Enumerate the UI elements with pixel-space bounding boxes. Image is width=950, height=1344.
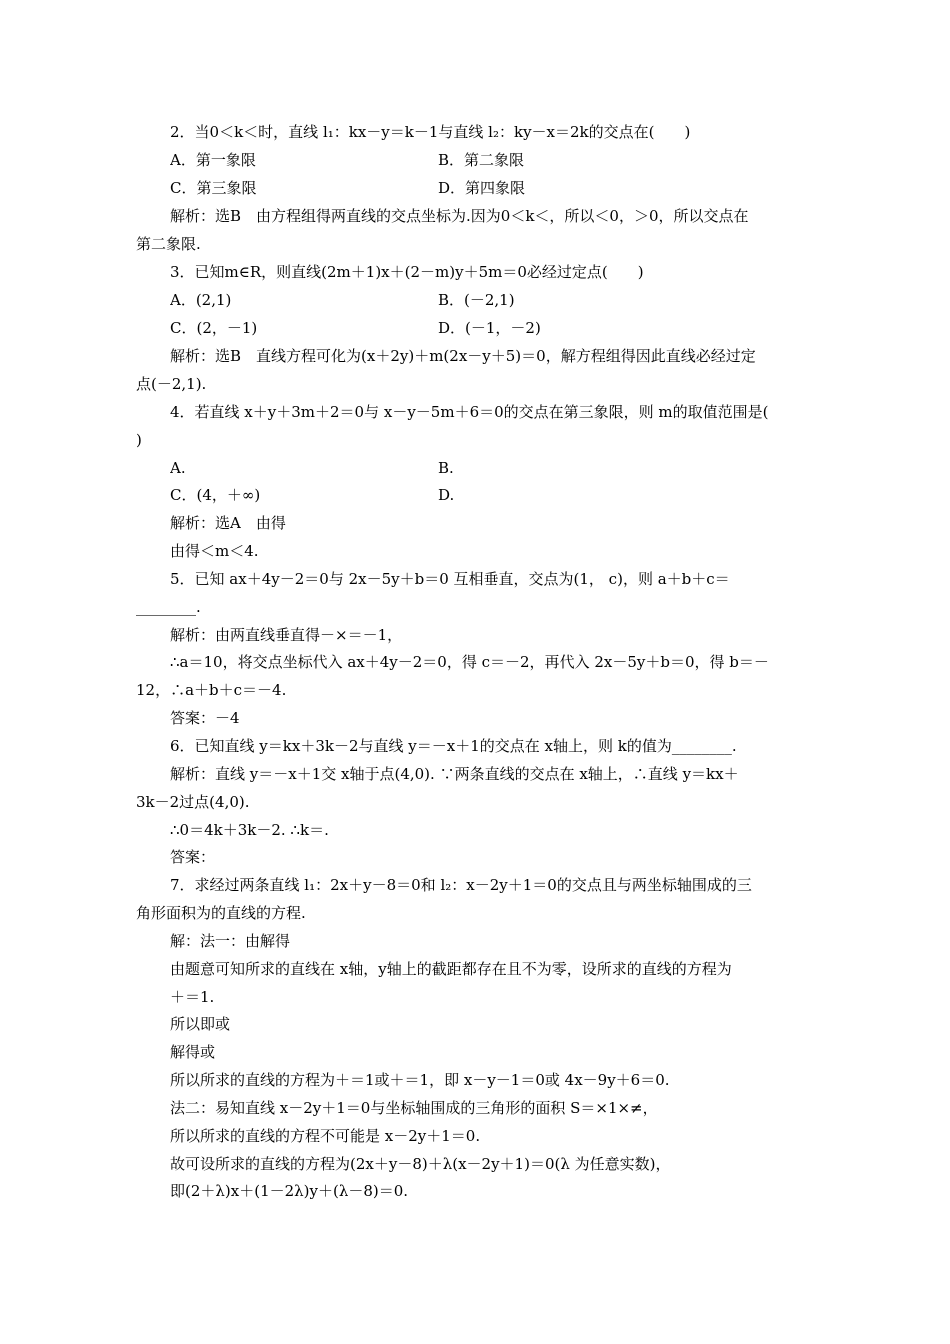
q6-answer: 答案： <box>170 848 216 866</box>
q5-solution-line-3: 12，∴a＋b＋c＝－4. <box>136 681 287 699</box>
question-2: 2．当0＜k＜时，直线 l₁：kx－y＝k－1与直线 l₂：ky－x＝2k的交点在( ) <box>170 123 691 141</box>
q3-solution-line-2: 点(－2,1). <box>136 375 207 393</box>
q6-solution-line-2: 3k－2过点(4,0). <box>136 793 250 811</box>
q2-option-c: C．第三象限 <box>170 179 257 197</box>
q6-solution-line-1: 解析：直线 y＝－x＋1交 x轴于点(4,0). ∵两条直线的交点在 x轴上，∴直线 y＝kx＋ <box>170 765 739 783</box>
q7-solution-line-10: 即(2＋λ)x＋(1－2λ)y＋(λ－8)＝0. <box>170 1182 409 1200</box>
q7-solution-line-6: 所以所求的直线的方程为＋＝1或＋＝1，即 x－y－1＝0或 4x－9y＋6＝0. <box>170 1071 670 1089</box>
question-5-line-1: 5．已知 ax＋4y－2＝0与 2x－5y＋b＝0 互相垂直，交点为(1， c)，则 a＋b＋c＝ <box>170 570 730 588</box>
q2-solution-line-1: 解析：选B 由方程组得两直线的交点坐标为.因为0＜k＜，所以＜0，＞0，所以交点在 <box>170 207 749 225</box>
q3-option-a: A．(2,1) <box>170 291 232 309</box>
q7-solution-line-4: 所以即或 <box>170 1015 231 1033</box>
q2-option-b: B．第二象限 <box>438 151 525 169</box>
q7-solution-line-7: 法二：易知直线 x－2y＋1＝0与坐标轴围成的三角形的面积 S＝×1×≠， <box>170 1099 658 1117</box>
q7-solution-line-9: 故可设所求的直线的方程为(2x＋y－8)＋λ(x－2y＋1)＝0(λ 为任意实数)， <box>170 1155 671 1173</box>
q6-solution-line-3: ∴0＝4k＋3k－2. ∴k＝. <box>170 821 329 839</box>
question-4-line-1: 4．若直线 x＋y＋3m＋2＝0与 x－y－5m＋6＝0的交点在第三象限，则 m的取值范围是( <box>170 403 769 421</box>
q4-option-a: A. <box>170 459 186 477</box>
q5-solution-line-1: 解析：由两直线垂直得－×＝－1， <box>170 626 403 644</box>
q4-solution-line-1: 解析：选A 由得 <box>170 514 286 532</box>
question-7-line-2: 角形面积为的直线的方程. <box>136 904 306 922</box>
question-6: 6．已知直线 y＝kx＋3k－2与直线 y＝－x＋1的交点在 x轴上，则 k的值为________. <box>170 737 737 755</box>
q7-solution-line-3: ＋＝1. <box>170 988 215 1006</box>
q3-option-d: D．(－1，－2) <box>438 319 541 337</box>
q4-option-d: D. <box>438 486 455 504</box>
q3-solution-line-1: 解析：选B 直线方程可化为(x＋2y)＋m(2x－y＋5)＝0，解方程组得因此直线必经过定 <box>170 347 756 365</box>
q4-option-b: B. <box>438 459 454 477</box>
q7-solution-line-5: 解得或 <box>170 1043 216 1061</box>
q2-option-a: A．第一象限 <box>170 151 256 169</box>
q4-solution-line-2: 由得＜m＜4. <box>170 542 259 560</box>
question-4-line-2: ) <box>136 431 142 449</box>
question-3: 3．已知m∈R，则直线(2m＋1)x＋(2－m)y＋5m＝0必经过定点( ) <box>170 263 644 281</box>
question-7-line-1: 7．求经过两条直线 l₁：2x＋y－8＝0和 l₂：x－2y＋1＝0的交点且与两坐标轴围成的三 <box>170 876 752 894</box>
question-5-line-2: ________. <box>136 598 201 616</box>
q2-option-d: D．第四象限 <box>438 179 526 197</box>
q2-solution-line-2: 第二象限. <box>136 235 201 253</box>
q3-option-c: C．(2，－1) <box>170 319 258 337</box>
q4-option-c: C．(4，＋∞) <box>170 486 261 504</box>
q5-solution-line-2: ∴a＝10，将交点坐标代入 ax＋4y－2＝0，得 c＝－2，再代入 2x－5y＋b＝0，得 b＝－ <box>170 653 769 671</box>
q7-solution-line-8: 所以所求的直线的方程不可能是 x－2y＋1＝0. <box>170 1127 481 1145</box>
q3-option-b: B．(－2,1) <box>438 291 515 309</box>
q7-solution-line-2: 由题意可知所求的直线在 x轴，y轴上的截距都存在且不为零，设所求的直线的方程为 <box>170 960 732 978</box>
q5-answer: 答案：－4 <box>170 709 240 727</box>
q7-solution-line-1: 解：法一：由解得 <box>170 932 291 950</box>
